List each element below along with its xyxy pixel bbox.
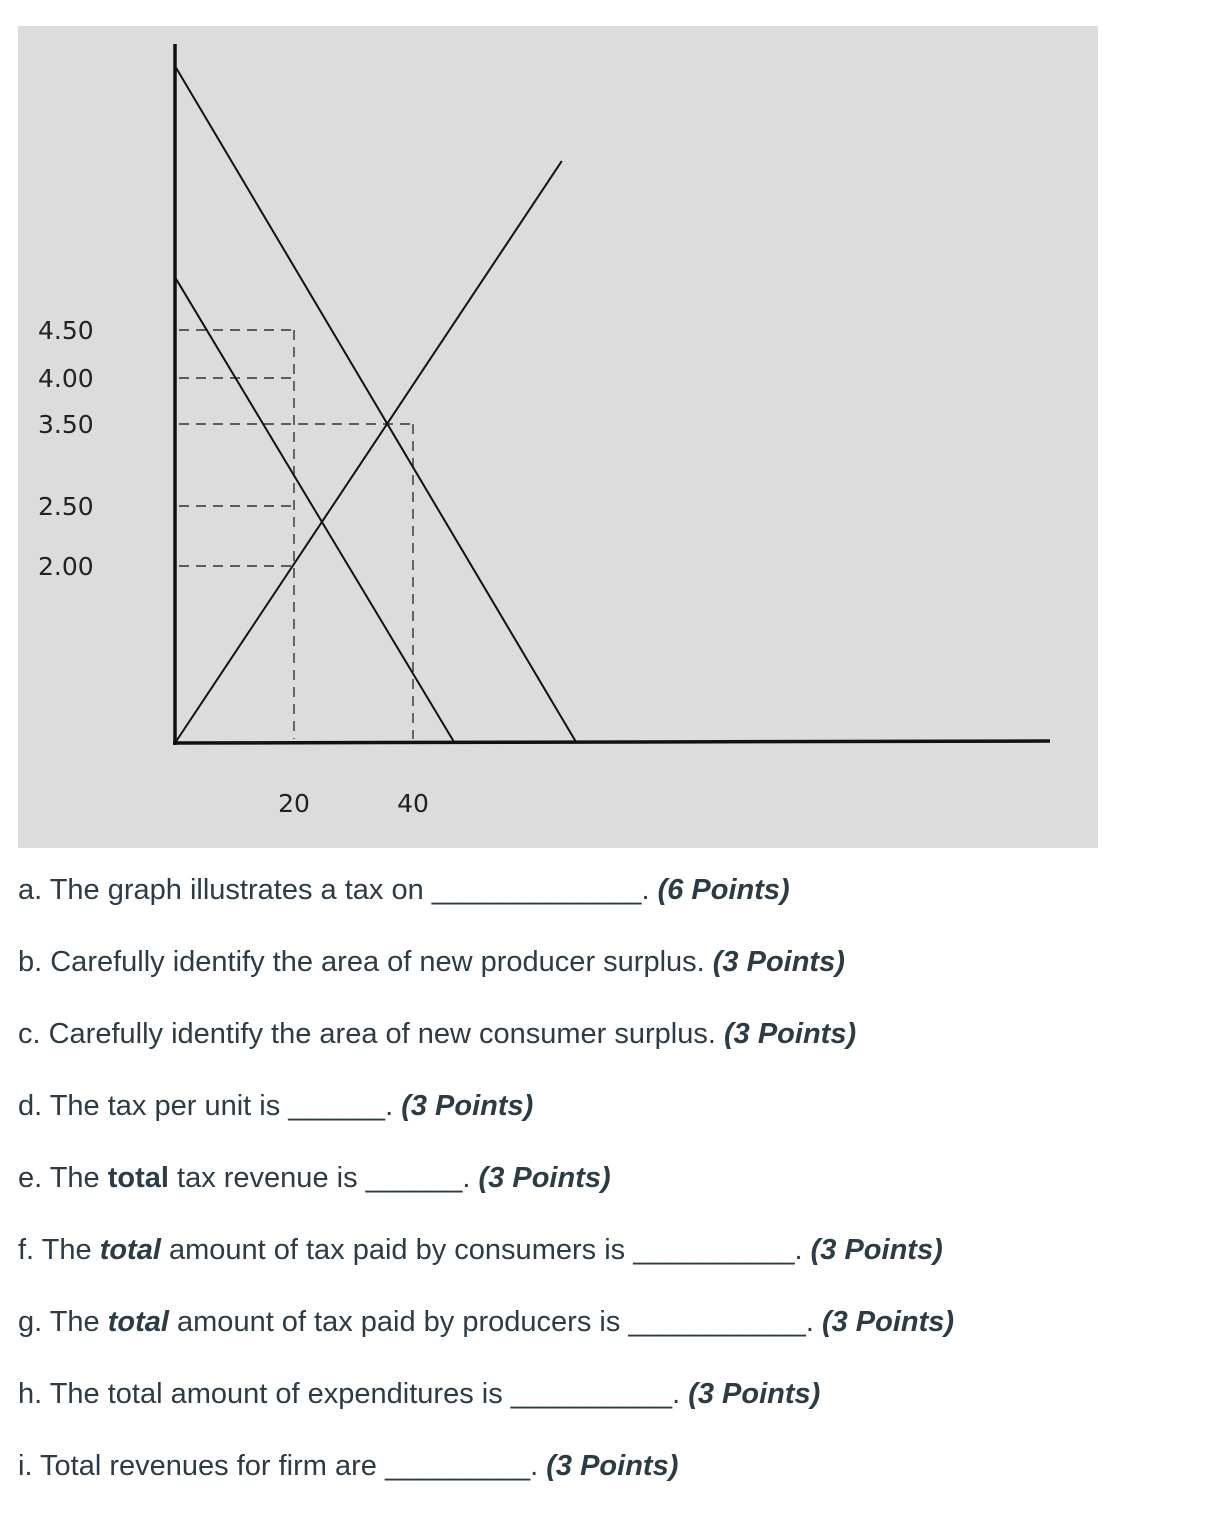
answer-blank: __________ [633, 1234, 795, 1266]
question-text: tax revenue is [168, 1162, 366, 1194]
question-points: (3 Points) [821, 1306, 955, 1338]
answer-blank: ______ [365, 1162, 463, 1194]
question-points: (3 Points) [478, 1162, 611, 1194]
x-tick-label: 20 [278, 789, 310, 818]
question-points: (3 Points) [688, 1378, 821, 1410]
question-item [18, 1016, 1198, 1052]
question-item [18, 1160, 1198, 1196]
question-text: . [385, 1090, 402, 1122]
question-points: (3 Points) [546, 1450, 679, 1482]
question-text: . [672, 1378, 689, 1410]
series-line-2 [175, 161, 562, 743]
answer-blank: _____________ [431, 874, 642, 906]
question-points: (3 Points) [724, 1018, 857, 1050]
supply-demand-chart [18, 26, 1098, 848]
x-tick-label: 40 [397, 789, 429, 818]
y-tick-label: 4.00 [38, 364, 94, 393]
question-text: a. The graph illustrates a tax on [18, 874, 432, 906]
question-points: (6 Points) [657, 874, 790, 906]
question-item [18, 872, 1198, 908]
question-text: d. The tax per unit is [18, 1090, 289, 1122]
y-tick-label: 2.50 [38, 492, 94, 521]
question-item [18, 944, 1198, 980]
question-item [18, 1376, 1198, 1412]
question-text: amount of tax paid by consumers is [160, 1234, 634, 1266]
x-axis [173, 741, 1050, 743]
question-text: i. Total revenues for firm are [18, 1450, 385, 1482]
question-emphasis: total [107, 1306, 169, 1338]
question-points: (3 Points) [712, 946, 845, 978]
question-text: g. The [18, 1306, 108, 1338]
question-emphasis: total [99, 1234, 161, 1266]
question-item [18, 1088, 1198, 1124]
question-text: b. Carefully identify the area of new producer surplus. [18, 946, 713, 978]
question-emphasis: total [107, 1162, 169, 1194]
question-text: . [794, 1234, 811, 1266]
series-line-0 [175, 66, 577, 743]
question-points: (3 Points) [810, 1234, 943, 1266]
answer-blank: ___________ [628, 1306, 806, 1338]
y-tick-label: 3.50 [38, 410, 94, 439]
y-tick-label: 2.00 [38, 552, 94, 581]
question-text: . [462, 1162, 479, 1194]
answer-blank: ______ [288, 1090, 386, 1122]
question-text: e. The [18, 1162, 108, 1194]
question-text: amount of tax paid by producers is [168, 1306, 629, 1338]
answer-blank: _________ [384, 1450, 531, 1482]
question-list [18, 872, 1198, 1520]
answer-blank: __________ [510, 1378, 673, 1410]
question-points: (3 Points) [401, 1090, 534, 1122]
question-text: h. The total amount of expenditures is [18, 1378, 511, 1410]
question-text: f. The [18, 1234, 100, 1266]
question-text: . [805, 1306, 822, 1338]
question-text: . [530, 1450, 547, 1482]
question-text: c. Carefully identify the area of new consumer surplus. [18, 1018, 724, 1050]
y-tick-label: 4.50 [38, 316, 94, 345]
question-text: . [641, 874, 658, 906]
chart-area [18, 26, 1098, 848]
question-item [18, 1448, 1198, 1484]
question-item [18, 1304, 1198, 1340]
question-item [18, 1232, 1198, 1268]
